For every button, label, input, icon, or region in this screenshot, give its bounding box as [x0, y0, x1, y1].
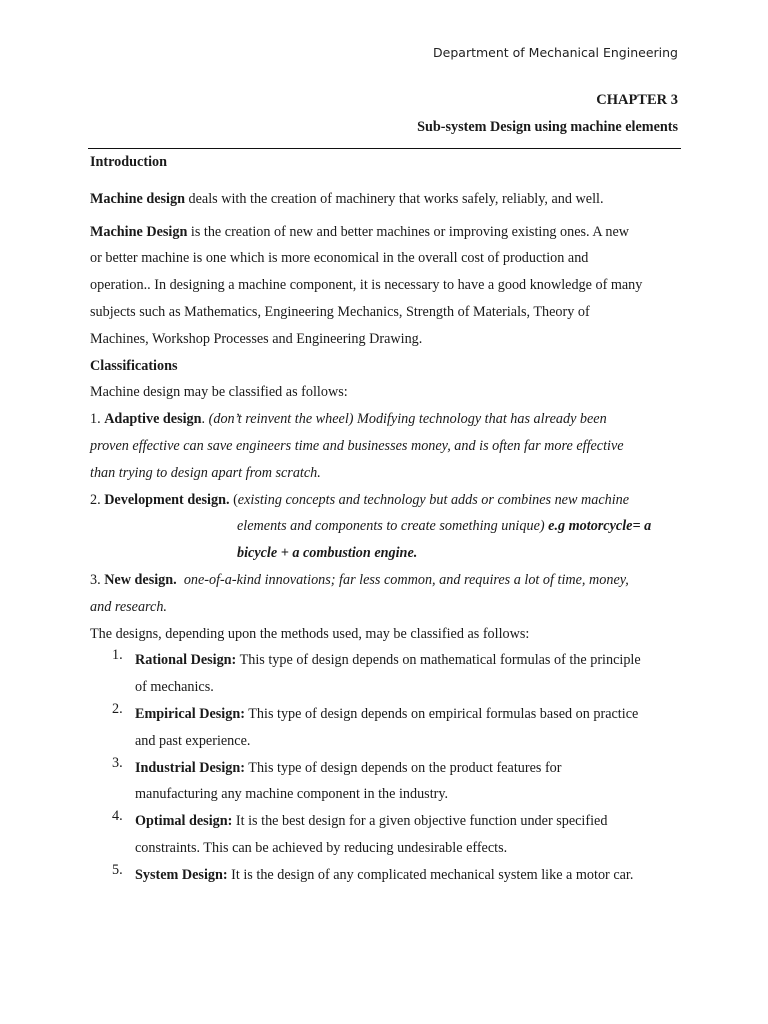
new-design-line-1 [90, 567, 682, 594]
development-line-2 [90, 513, 682, 540]
list-item-line-2: constraints. This can be achieved by reducing undesirable effects. [135, 839, 508, 856]
list-item-text: This type of design depends on empirical formulas based on practice [244, 705, 639, 722]
intro-p2-line-4: subjects such as Mathematics, Engineering Mechanics, Strength of Materials, Theory of [90, 303, 590, 320]
list-item-text: It is the best design for a given objective function under specified [232, 813, 608, 830]
development-line-1 [90, 487, 682, 514]
adaptive-text-1: (don’t reinvent the wheel) Modifying technology that has already been [208, 411, 607, 428]
list-item-line-2: manufacturing any machine component in the industry. [135, 786, 449, 803]
list-item-number: 5. [112, 861, 123, 878]
list-item-number: 2. [112, 700, 123, 717]
list-item [90, 755, 682, 809]
list-item [90, 647, 682, 701]
development-text-1: existing concepts and technology but adds or combines new machine [237, 491, 630, 508]
term-machine-design-2: Machine Design [90, 223, 188, 240]
adaptive-number: 1. [90, 411, 105, 428]
intro-p2-line1-text: is the creation of new and better machines or improving existing ones. A new [187, 223, 630, 240]
list-item-title: System Design: [135, 866, 228, 883]
classifications-lead: Machine design may be classified as follows: [90, 384, 348, 401]
development-text-2: elements and components to create something unique) [237, 518, 549, 535]
methods-lead: The designs, depending upon the methods used, may be classified as follows: [90, 625, 530, 642]
development-title: Development design. [104, 491, 230, 508]
list-item-line-1 [135, 862, 682, 889]
new-design-number: 3. [90, 571, 105, 588]
introduction-heading: Introduction [90, 154, 167, 170]
list-item-line-1 [135, 647, 682, 674]
new-design-text-1: one-of-a-kind innovations; far less common, and requires a lot of time, money, [176, 571, 629, 588]
intro-p1-text: deals with the creation of machinery that works safely, reliably, and well. [184, 190, 604, 207]
list-item [90, 701, 682, 755]
intro-p2-line-1 [90, 219, 682, 246]
intro-p2-line-3: operation.. In designing a machine component, it is necessary to have a good knowledge of many [90, 277, 643, 294]
adaptive-sep: . [201, 411, 209, 428]
list-item-number: 1. [112, 647, 123, 664]
adaptive-line-1 [90, 406, 682, 433]
list-item-title: Optimal design: [135, 813, 233, 830]
chapter-number: CHAPTER 3 [596, 92, 678, 108]
list-item-title: Rational Design: [135, 652, 237, 669]
adaptive-line-3: than trying to design apart from scratch. [90, 464, 321, 481]
list-item-title: Empirical Design: [135, 705, 245, 722]
development-paren: ( [229, 491, 238, 508]
list-item [90, 862, 682, 889]
list-item-text: It is the design of any complicated mechanical system like a motor car. [227, 866, 634, 883]
term-machine-design: Machine design [90, 190, 185, 207]
adaptive-design-item [90, 406, 682, 486]
document-body [90, 149, 682, 889]
list-item-text: This type of design depends on the product features for [244, 759, 562, 776]
department-header: Department of Mechanical Engineering [433, 45, 678, 60]
list-item-line-1 [135, 808, 682, 835]
intro-paragraph-2 [90, 219, 682, 353]
development-example-1: e.g motorcycle= a [548, 518, 652, 535]
list-item-line-1 [135, 701, 682, 728]
adaptive-line-2: proven effective can save engineers time and businesses money, and is often far more effective [90, 437, 624, 454]
list-item-line-2: and past experience. [135, 732, 251, 749]
list-item [90, 808, 682, 862]
classifications-heading: Classifications [90, 357, 178, 374]
list-item-title: Industrial Design: [135, 759, 245, 776]
list-item-text: This type of design depends on mathematical formulas of the principle [236, 652, 641, 669]
intro-paragraph-1 [90, 186, 682, 213]
development-number: 2. [90, 491, 105, 508]
development-line-3: bicycle + a combustion engine. [237, 545, 418, 562]
list-item-number: 3. [112, 754, 123, 771]
list-item-number: 4. [112, 808, 123, 825]
development-design-item [90, 487, 682, 567]
adaptive-title: Adaptive design [104, 411, 202, 428]
new-design-title: New design. [104, 571, 177, 588]
list-item-line-2: of mechanics. [135, 679, 214, 696]
new-design-line-2: and research. [90, 598, 167, 615]
intro-p2-line-2: or better machine is one which is more economical in the overall cost of production and [90, 250, 589, 267]
intro-p2-line-5: Machines, Workshop Processes and Engineering Drawing. [90, 330, 423, 347]
new-design-item [90, 567, 682, 621]
methods-list [90, 647, 682, 888]
list-item-line-1 [135, 755, 682, 782]
chapter-subtitle: Sub-system Design using machine elements [417, 119, 678, 135]
